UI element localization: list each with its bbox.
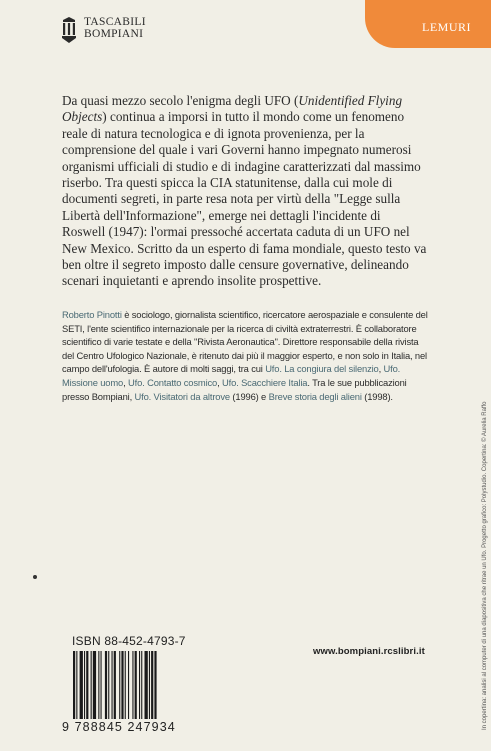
bio-text-5: . Tra le sue pubblicazioni presso Bompiani, xyxy=(62,376,407,402)
bio-sep-3: , xyxy=(217,376,223,388)
barcode-bar xyxy=(121,651,123,719)
barcode-bar xyxy=(84,651,85,719)
barcode-bar xyxy=(139,651,140,719)
barcode-bar xyxy=(128,651,129,719)
series-badge xyxy=(365,0,491,48)
barcode-bar xyxy=(135,651,137,719)
barcode-bar xyxy=(98,651,99,719)
barcode-bar xyxy=(151,651,153,719)
barcode-bar xyxy=(114,651,116,719)
barcode-bar xyxy=(105,651,107,719)
publisher-name-line2: BOMPIANI xyxy=(84,28,144,40)
cover-credit-vertical xyxy=(472,401,488,730)
barcode-bar xyxy=(108,651,109,719)
author-name: Roberto Pinotti xyxy=(62,309,122,320)
barcode-bar xyxy=(145,651,148,719)
barcode-bar xyxy=(93,651,96,719)
publisher-logo xyxy=(60,16,146,44)
barcode-digits: 9 788845 247934 xyxy=(62,720,176,734)
barcode-bar xyxy=(119,651,120,719)
bio-sep-2: , xyxy=(123,376,129,388)
book-title-5: Ufo. Visitatori da altrove xyxy=(134,390,230,402)
bio-sep-1: , xyxy=(378,363,384,375)
series-label: LEMURI xyxy=(422,20,471,34)
book-title-3: Ufo. Contatto cosmico xyxy=(128,376,218,388)
blurb-italic-term: Unidentified Flying Objects xyxy=(62,93,403,125)
print-speck xyxy=(33,575,37,579)
bio-text-7: (1998). xyxy=(361,390,393,402)
blurb-part2: ) continua a imporsi in tutto il mondo come un fenomeno reale di natura tecnologica e di ignota provenienza, per la comprensione del quale i vari Governi hanno impegnato numerosi organismi ufficiali di studio e di indagine caratterizzati dal massimo riserbo. Tra questi spicca la CIA statunitense, dalla cui mole di documenti segreti, in parte resa nota per virtù della "Legge sulla Libertà dell'Informazione", emerge nei dettagli l'incidente di Roswell (1947): l'ormai pressoché accertata caduta di un UFO nel New Mexico. Scritto da un esperto di fama mondiale, questo testo va ben oltre il segreto imposto dalle censure governative, delineando scenari inquietanti e aprendo insolite prospettive. xyxy=(62,109,427,289)
barcode-bar xyxy=(112,651,113,719)
barcode-bar xyxy=(125,651,126,719)
blurb-text xyxy=(62,93,427,290)
book-title-2: Ufo. Missione uomo xyxy=(62,363,401,388)
book-title-4: Ufo. Scacchiere Italia xyxy=(222,376,308,388)
publisher-website-link[interactable]: www.bompiani.rcslibri.it xyxy=(313,646,425,657)
barcode-bar xyxy=(91,651,92,719)
book-title-1: Ufo. La congiura del silenzio xyxy=(265,363,379,375)
bio-text-1: è sociologo, giornalista scientifico, ricercatore aerospaziale e consulente del SETI, l'ente scientifico internazionale per la ricerca di civiltà extraterrestri. È collaboratore scientifico di varie testate e della "Rivista Aeronautica". Direttore responsabile della rivista del Centro Ufologico Nazionale, è ritenuto dai più il maggior esperto, e non solo in Italia, nel campo dell'ufologia. È autore di molti saggi, tra cui xyxy=(62,309,428,375)
publisher-emblem-icon xyxy=(60,16,78,44)
barcode-bar xyxy=(76,651,77,719)
publisher-name xyxy=(84,16,146,40)
barcode-image xyxy=(73,651,186,719)
barcode-bar xyxy=(141,651,142,719)
isbn-number: ISBN 88-452-4793-7 xyxy=(72,634,186,648)
cover-credit-text: In copertina: analisi al computer di una diapositiva che ritrae un Ufo. Progetto grafico: Polystudio. Copertina: © Aurelia Raffo xyxy=(482,401,488,730)
publisher-name-line1: TASCABILI xyxy=(84,16,146,28)
author-bio xyxy=(62,308,432,403)
barcode-bar xyxy=(73,651,75,719)
barcode-bar xyxy=(132,651,133,719)
barcode-bar xyxy=(149,651,150,719)
barcode-bar xyxy=(101,651,102,719)
barcode-bar xyxy=(80,651,83,719)
barcode-bar xyxy=(86,651,88,719)
bio-text-6: (1996) e xyxy=(229,390,269,402)
barcode-bar xyxy=(154,651,156,719)
book-title-6: Breve storia degli alieni xyxy=(268,390,362,402)
blurb-part1: Da quasi mezzo secolo l'enigma degli UFO ( xyxy=(62,93,299,108)
